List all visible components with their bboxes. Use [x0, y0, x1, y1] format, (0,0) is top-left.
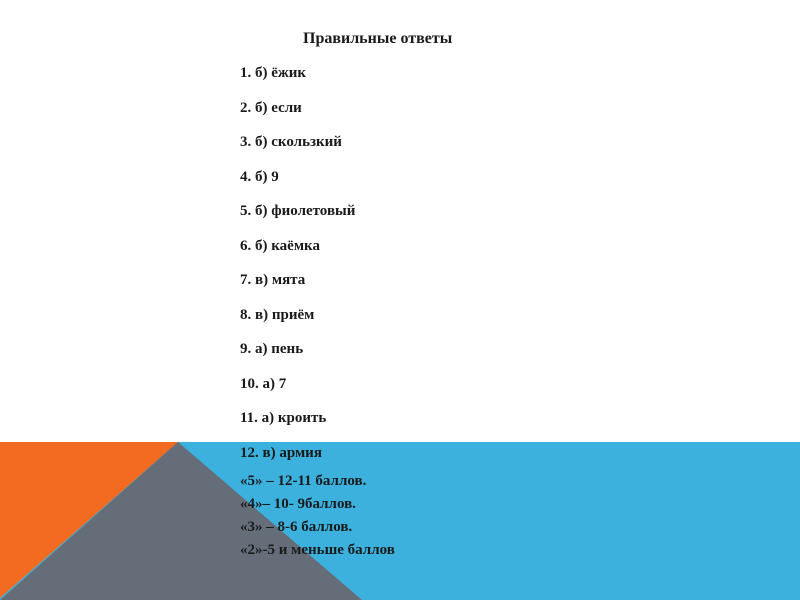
grade-item: «3» – 8-6 баллов.: [240, 519, 353, 535]
slide-title: Правильные ответы: [303, 30, 453, 47]
answer-item: 7. в) мята: [240, 272, 306, 288]
answer-item: 4. б) 9: [240, 168, 279, 185]
answer-item: 8. в) приём: [240, 306, 315, 323]
answer-item: 2. б) если: [240, 99, 302, 116]
answer-item: 3. б) скользкий: [240, 134, 342, 150]
grade-item: «4»– 10- 9баллов.: [240, 496, 356, 512]
answer-item: 5. б) фиолетовый: [240, 203, 356, 219]
answer-item: 10. а) 7: [240, 375, 287, 392]
answer-item: 11. а) кроить: [240, 410, 327, 426]
answer-item: 1. б) ёжик: [240, 65, 307, 81]
answer-item: 12. в) армия: [240, 444, 322, 461]
answers-list: [240, 63, 355, 477]
grade-item: «2»-5 и меньше баллов: [240, 542, 395, 558]
answer-item: 9. а) пень: [240, 341, 304, 357]
grade-item: «5» – 12-11 баллов.: [240, 473, 367, 489]
answer-item: 6. б) каёмка: [240, 237, 320, 254]
grading-scale: [240, 470, 395, 562]
